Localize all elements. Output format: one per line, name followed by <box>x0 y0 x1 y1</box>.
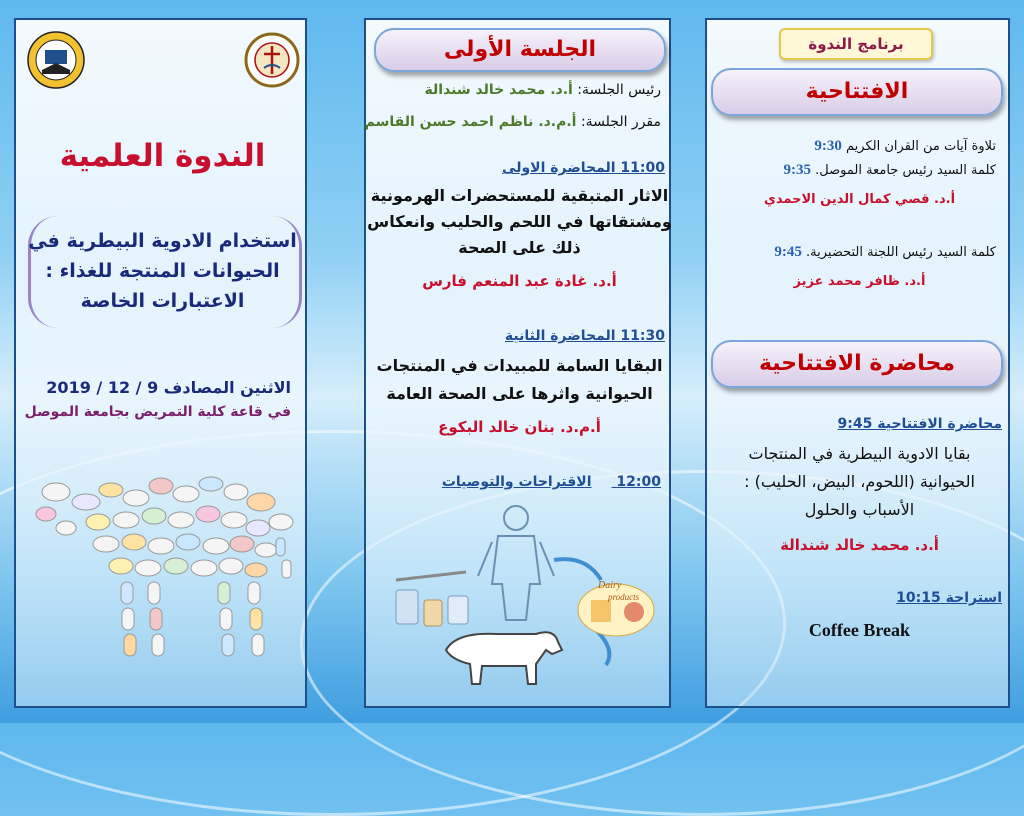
chair-label: رئيس الجلسة: <box>577 82 661 98</box>
program-tag: برنامج الندوة <box>779 28 933 60</box>
lecture-2-title-2: الحيوانية واثرها على الصحة العامة <box>386 384 653 403</box>
lecture-1-time: 11:00 <box>620 160 665 176</box>
food-safety-illustration <box>386 500 666 690</box>
panel-program <box>705 18 1010 708</box>
pill-cow-illustration <box>26 442 302 692</box>
opening-header: الافتتاحية <box>711 68 1003 116</box>
medicine-vials-icon <box>396 572 468 626</box>
opening-lecture-title-3: الأسباب والحلول <box>804 500 915 519</box>
rapporteur-label: مقرر الجلسة: <box>580 114 661 130</box>
item-1-text: تلاوة آيات من القران الكريم <box>846 139 996 154</box>
chair-name: أ.د. محمد خالد شندالة <box>424 82 573 98</box>
dairy-products-icon <box>578 580 654 636</box>
rapporteur-line <box>365 114 661 130</box>
date-line: الاثنين المصادف 9 / 12 / 2019 <box>46 378 291 397</box>
opening-lecture-heading <box>838 416 1002 432</box>
lecture-2-time: 11:30 <box>620 328 665 344</box>
university-logo <box>26 30 86 90</box>
lecture-1-title-1: الاثار المتبقية للمستحضرات الهرمونية <box>370 186 669 205</box>
break-time: 10:15 <box>896 590 941 606</box>
item-2-time: 9:35 <box>783 162 812 178</box>
lecture-1-title-2: ومشتقاتها في اللحم والحليب وانعكاس <box>367 212 672 231</box>
dairy-label-2: products <box>608 592 640 602</box>
rapporteur-name: أ.م.د. ناظم احمد حسن القاسم <box>364 114 577 130</box>
break-heading <box>896 590 1002 606</box>
item-2-speaker: أ.د. قصي كمال الدين الاحمدي <box>763 192 956 207</box>
closing-heading <box>442 474 661 490</box>
item-2-text: كلمة السيد رئيس جامعة الموصل. <box>815 163 996 178</box>
venue-line: في قاعة كلية التمريض بجامعة الموصل <box>24 404 291 420</box>
opening-lecture-time: 9:45 <box>837 416 873 432</box>
item-3-time: 9:45 <box>774 244 802 260</box>
lecture-1-heading <box>502 160 665 176</box>
panel-cover <box>14 18 307 708</box>
cycle-arrow-icon <box>554 559 601 580</box>
item-3 <box>774 244 996 261</box>
opening-lecture-label: محاضرة الافتتاحية <box>877 416 1002 432</box>
item-3-speaker: أ.د. ظافر محمد عزيز <box>793 274 926 289</box>
opening-lecture-title-2: الحيوانية (اللحوم، البيض، الحليب) : <box>744 472 975 491</box>
topic-line-3: الاعتبارات الخاصة <box>80 290 245 312</box>
session-header: الجلسة الأولى <box>374 28 666 72</box>
lecture-1-title-3: ذلك على الصحة <box>458 238 581 257</box>
opening-lecture-title-1: بقايا الادوية البيطرية في المنتجات <box>748 444 971 463</box>
closing-label: الاقتراحات والتوصيات <box>441 474 592 490</box>
lecture-1-speaker: أ.د. غادة عبد المنعم فارس <box>422 272 617 290</box>
topic-line-2: الحيوانات المنتجة للغذاء : <box>45 260 280 282</box>
item-1-time: 9:30 <box>814 138 842 154</box>
lecture-2-label: المحاضرة الثانية <box>504 328 616 344</box>
lecture-header: محاضرة الافتتاحية <box>711 340 1003 388</box>
break-label: استراحة <box>945 590 1002 606</box>
item-1 <box>814 138 996 155</box>
cow-outline-icon <box>446 632 562 684</box>
chair-line <box>425 82 661 98</box>
panel-session-one <box>364 18 671 708</box>
lecture-2-speaker: أ.م.د. بنان خالد البكوع <box>438 418 601 436</box>
dairy-label-1: Dairy <box>598 580 622 591</box>
item-2 <box>784 162 996 179</box>
human-outline-icon <box>478 506 554 620</box>
item-3-text: كلمة السيد رئيس اللجنة التحضيرية. <box>806 245 996 260</box>
lecture-1-label: المحاضرة الاولى <box>502 160 616 176</box>
lecture-2-heading <box>505 328 665 344</box>
coffee-break: Coffee Break <box>808 620 911 640</box>
topic-line-1: استخدام الادوية البيطرية في <box>28 230 297 252</box>
lecture-2-title-1: البقايا السامة للمبيدات في المنتجات <box>376 356 663 375</box>
closing-time: 12:00 <box>616 474 661 490</box>
opening-lecture-speaker: أ.د. محمد خالد شندالة <box>780 536 939 554</box>
college-logo <box>244 32 300 88</box>
symposium-title: الندوة العلمية <box>59 138 266 174</box>
